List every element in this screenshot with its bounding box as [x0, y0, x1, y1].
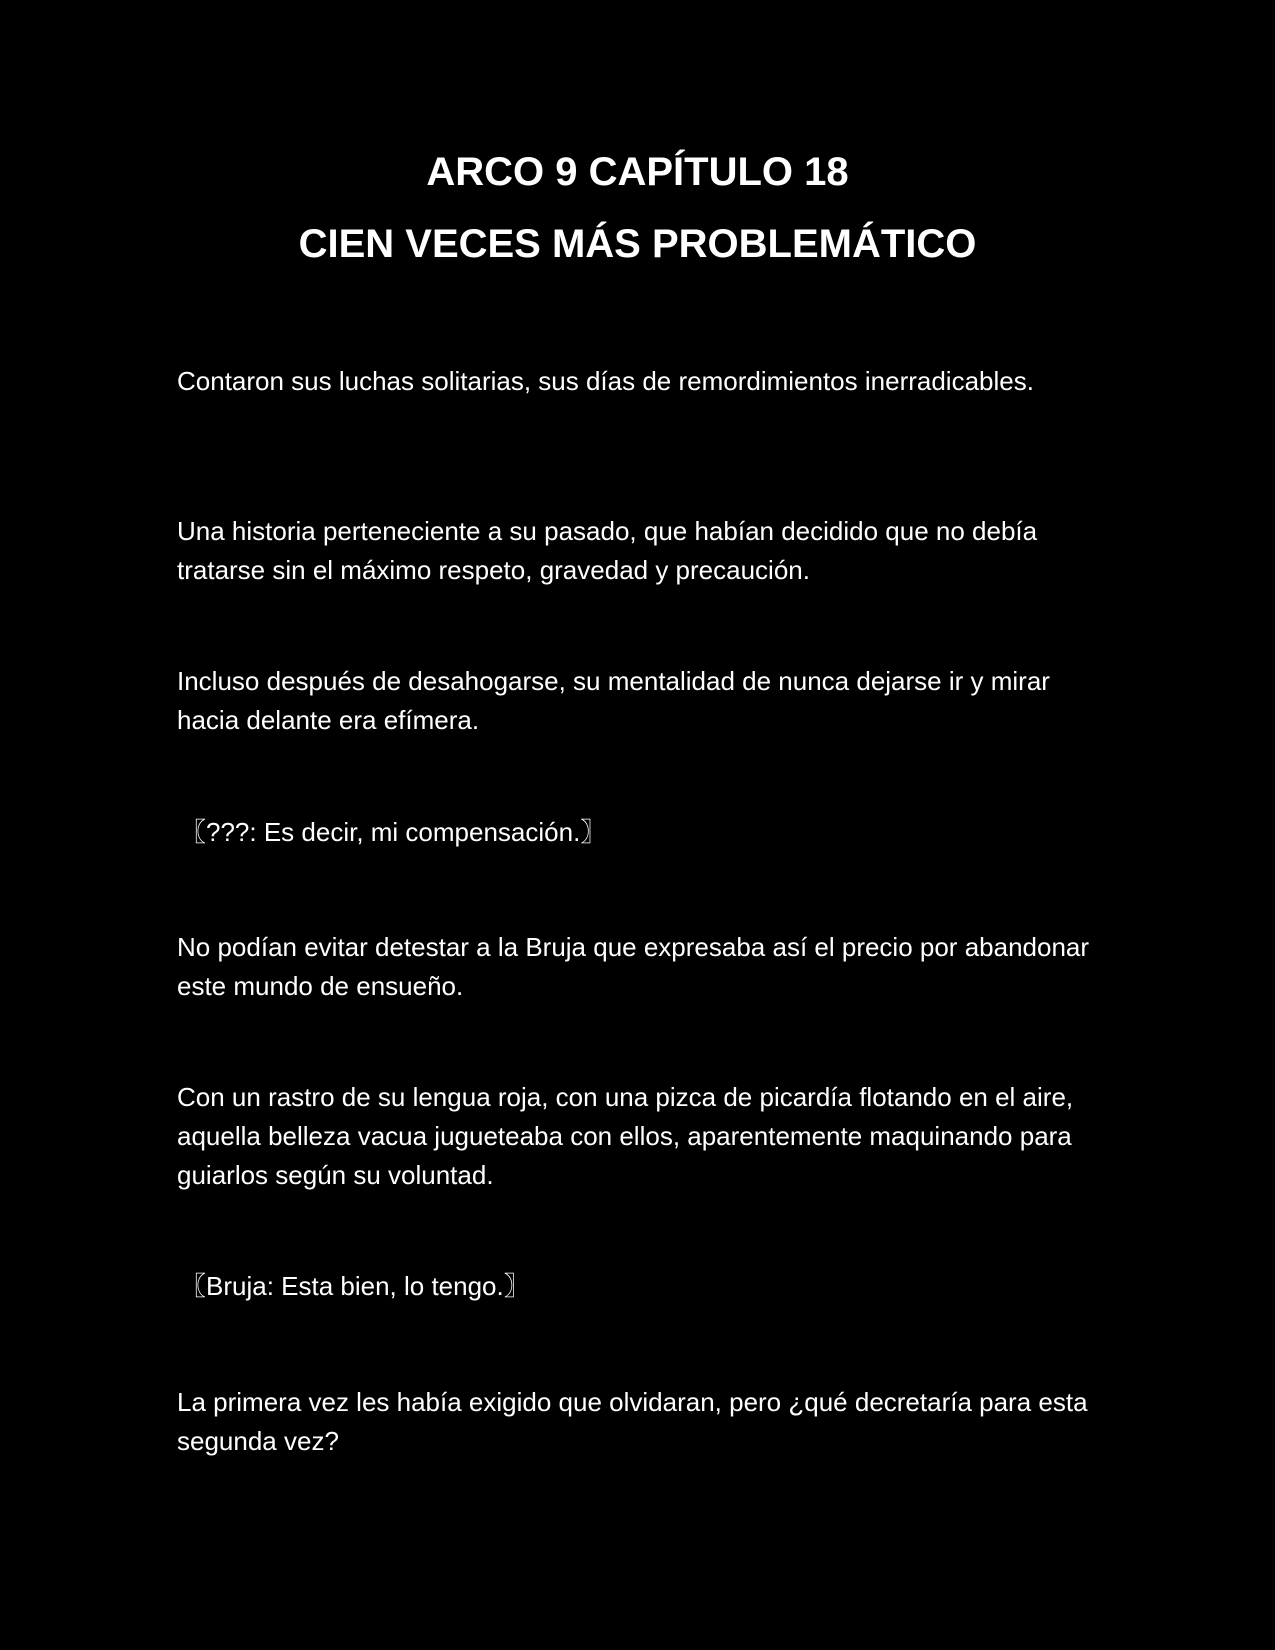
paragraph: Contaron sus luchas solitarias, sus días de remordimientos inerradicables. [177, 366, 1034, 396]
paragraph: No podían evitar detestar a la Bruja que expresaba así el precio por abandonar este mundo de ensueño. [177, 932, 1090, 1001]
chapter-subtitle: CIEN VECES MÁS PROBLEMÁTICO [298, 222, 977, 266]
paragraph: Incluso después de desahogarse, su mentalidad de nunca dejarse ir y mirar hacia delante era efímera. [177, 666, 1050, 735]
paragraph: La primera vez les había exigido que olvidaran, pero ¿qué decretaría para esta segunda vez? [177, 1387, 1088, 1456]
paragraph: Con un rastro de su lengua roja, con una pizca de picardía flotando en el aire, aquella belleza vacua jugueteaba con ellos, aparentemente maquinando para guiarlos según su voluntad. [177, 1082, 1074, 1190]
dialogue-line: 〖???: Es decir, mi compensación.〗 [180, 817, 607, 847]
dialogue-line: 〖Bruja: Esta bien, lo tengo.〗 [180, 1271, 530, 1301]
paragraph: Una historia perteneciente a su pasado, que habían decidido que no debía tratarse sin el máximo respeto, gravedad y precaución. [177, 516, 1038, 585]
chapter-title: ARCO 9 CAPÍTULO 18 [426, 150, 849, 194]
